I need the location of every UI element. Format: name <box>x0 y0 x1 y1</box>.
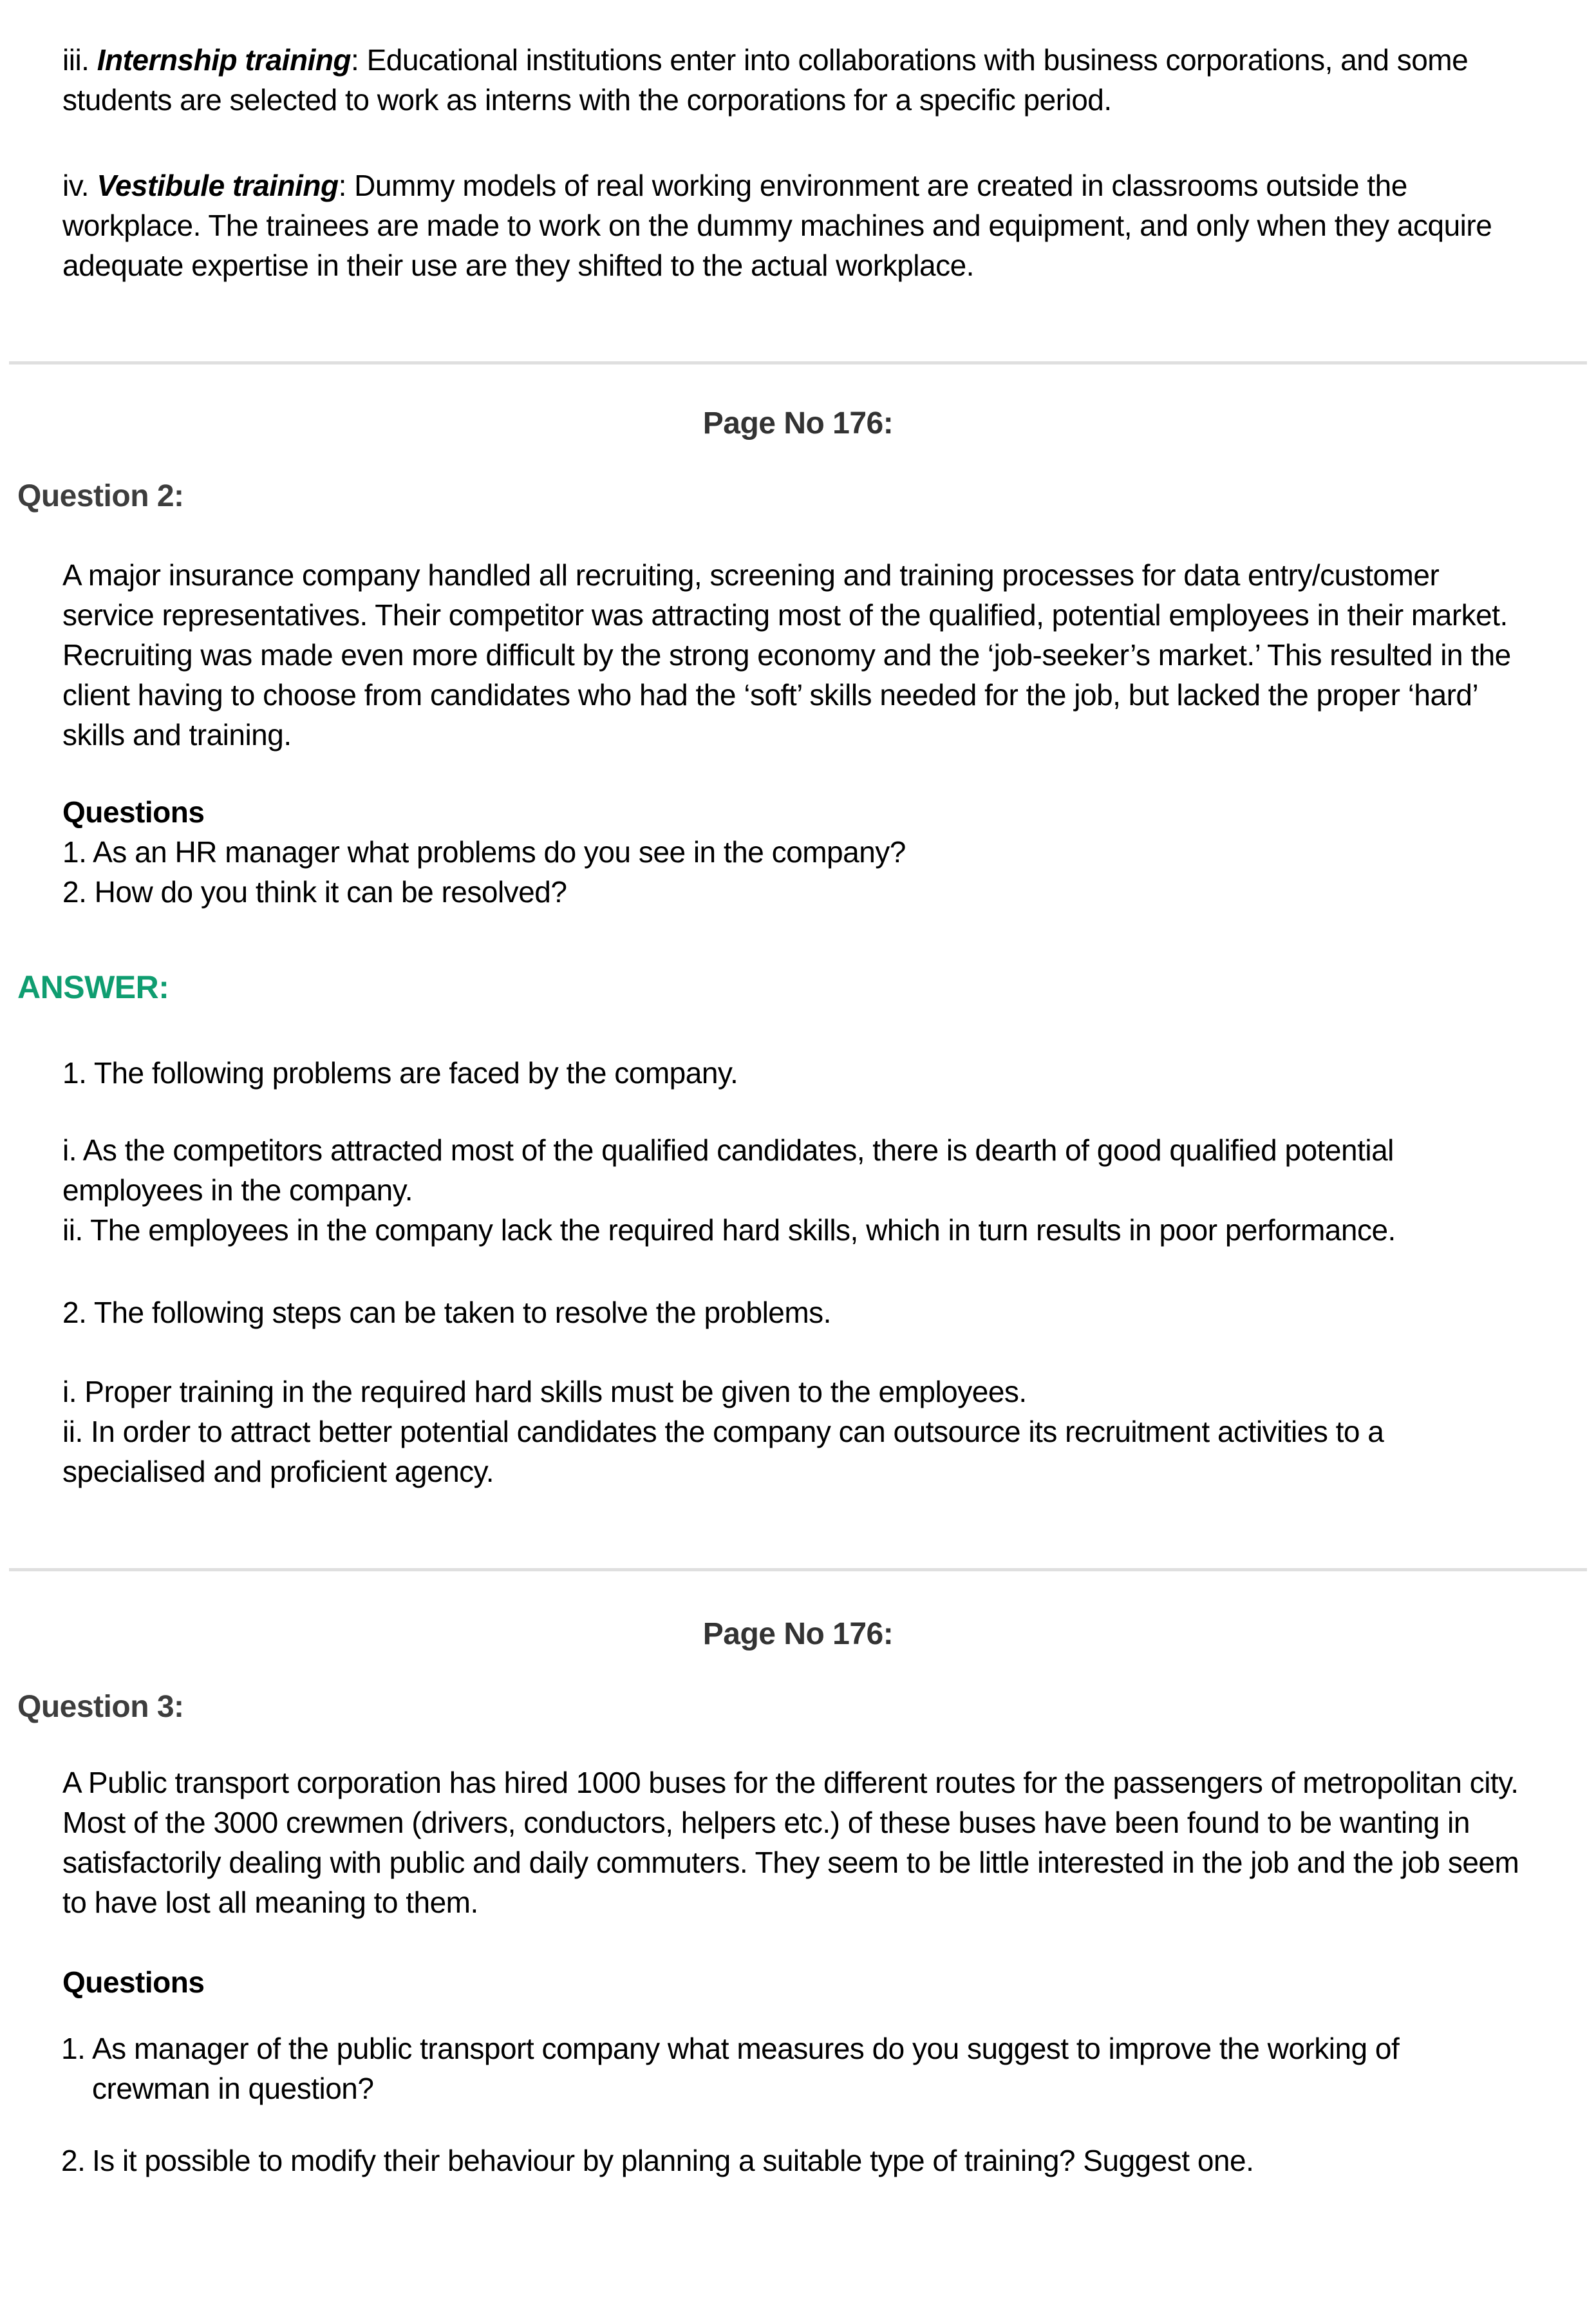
list-number: 1. <box>61 2032 86 2065</box>
question-2-case-text: A major insurance company handled all recruiting, screening and training processes for data entry/customer service representatives. Their competitor was attracting most of the qualified, potential employees in their market. Recruiting was made even more difficult by the strong economy and the ‘job-seeker’s market.’ This resulted in the client having to choose from candidates who had the ‘soft’ skills needed for the job, but lacked the proper ‘hard’ skills and training. <box>62 558 1511 752</box>
answer-detail-ii: ii. In order to attract better potential candidates the company can outsource its recruitment activities to a specialised and proficient agency. <box>62 1415 1384 1488</box>
question-3-heading: Question 3: <box>17 1690 184 1724</box>
item-prefix: iv. <box>62 169 97 202</box>
questions-label: Questions <box>62 1965 205 1999</box>
answer-detail-ii: ii. The employees in the company lack the required hard skills, which in turn results in poor performance. <box>62 1213 1396 1247</box>
document-page <box>0 40 1596 2299</box>
answer-detail-i: i. As the competitors attracted most of the qualified candidates, there is dearth of good qualified potential employees in the company. <box>62 1133 1394 1207</box>
item-prefix: iii. <box>62 43 97 77</box>
list-number: 2. <box>61 2144 86 2177</box>
answer-point-2-details <box>62 1372 1522 1491</box>
page-number-heading: Page No 176: <box>702 406 894 440</box>
item-body-text: : Dummy models of real working environment are created in classrooms outside the workplace. The trainees are made to work on the dummy machines and equipment, and only when they acquire adequate expertise in their use are they shifted to the actual workplace. <box>62 169 1492 282</box>
sub-question-1: 1. As an HR manager what problems do you see in the company? <box>62 835 906 869</box>
training-term-internship: Internship training <box>97 43 352 77</box>
question-2-heading: Question 2: <box>17 479 184 513</box>
item-body-text: : Educational institutions enter into collaborations with business corporations, and some students are selected to work as interns with the corporations for a specific period. <box>62 43 1469 117</box>
list-text: Is it possible to modify their behaviour by planning a suitable type of training? Suggest one. <box>92 2144 1254 2177</box>
training-type-vestibule-paragraph <box>62 166 1522 285</box>
section-divider <box>9 361 1587 364</box>
page-number-heading: Page No 176: <box>702 1617 894 1651</box>
question-3-case-text: A Public transport corporation has hired 1000 buses for the different routes for the passengers of metropolitan city. Most of the 3000 crewmen (drivers, conductors, helpers etc.) of these buses have been found to be wanting in satisfactorily dealing with public and daily commuters. They seem to be little interested in the job and the job seem to have lost all meaning to them. <box>62 1766 1519 1919</box>
question-2-sub-questions <box>62 792 1522 912</box>
answer-point-2: 2. The following steps can be taken to resolve the problems. <box>62 1296 831 1329</box>
answer-point-1-details <box>62 1130 1522 1250</box>
section-divider <box>9 1568 1587 1571</box>
answer-label: ANSWER: <box>17 969 169 1005</box>
questions-label: Questions <box>62 795 205 829</box>
sub-question-2 <box>61 2141 1522 2181</box>
sub-question-2: 2. How do you think it can be resolved? <box>62 875 567 909</box>
answer-detail-i: i. Proper training in the required hard skills must be given to the employees. <box>62 1375 1027 1408</box>
training-type-internship-paragraph <box>62 40 1522 120</box>
answer-point-1: 1. The following problems are faced by the company. <box>62 1056 738 1090</box>
sub-question-1 <box>61 2029 1522 2108</box>
training-term-vestibule: Vestibule training <box>97 169 339 202</box>
list-text: As manager of the public transport company what measures do you suggest to improve the working of crewman in question? <box>92 2032 1400 2105</box>
